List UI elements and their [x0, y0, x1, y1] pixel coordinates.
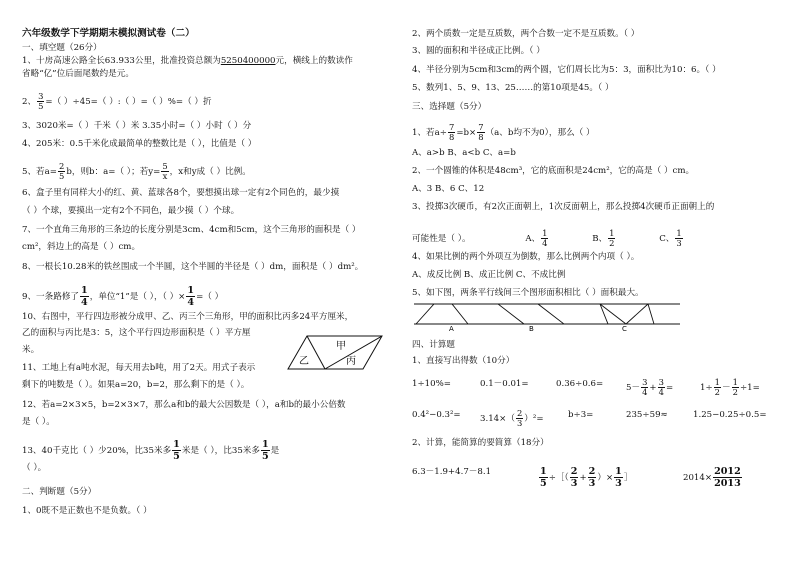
fraction: $\frac{1}{3}$ — [676, 228, 682, 248]
calc-row-2c: b÷3= — [568, 410, 594, 420]
judge-4: 4、半径分别为5cm和3cm的两个圆，它们周长比为5：3，面积比为10：6。（ ） — [412, 65, 721, 75]
choice-2: 2、一个圆锥的体积是48cm³，它的底面积是24cm²，它的高是（ ）cm。 — [412, 166, 695, 176]
calc-expr-1: 6.3－1.9+4.7－8.1 — [412, 467, 492, 477]
fraction: $\frac{2}{3}$ — [570, 466, 578, 489]
calc-row-1c: 0.36÷0.6= — [556, 379, 604, 389]
question-5: 5、若a= $\frac{2}{5}$ b，则b：a=（ ）；若y= $\frac{5}{x}$ ，x和y成（ ）比例。 — [22, 161, 251, 181]
question-8: 8、一根长10.28米的铁丝围成一个半圆，这个半圆的半径是（ ）dm，面积是（ ）dm²。 — [22, 262, 364, 272]
fraction: $\frac{1}{4}$ — [187, 285, 195, 308]
judge-3: 3、圆的面积和半径成正比例。（ ） — [412, 46, 545, 56]
fraction: $\frac{7}{8}$ — [448, 122, 455, 142]
fraction: $\frac{7}{8}$ — [478, 122, 484, 142]
judge-2: 2、两个质数一定是互质数，两个合数一定不是互质数。（ ） — [412, 29, 640, 39]
question-13: 13、40千克比（ ）少20%，比35米多 $\frac{1}{5}$ 米是（ ），比35米多 $\frac{1}{5}$ 是 — [22, 439, 280, 462]
calc-row-1a: 1÷10%= — [412, 379, 451, 389]
section-fill-in: 一、填空题（26分） — [22, 43, 102, 53]
choice-4-options: A、成反比例 B、成正比例 C、不成比例 — [412, 270, 566, 280]
underlined-number: 5250400000 — [220, 56, 276, 66]
choice-1-options: A、a>b B、a<b C、a=b — [412, 148, 516, 158]
choice-5: 5、如下图，两条平行线间三个图形面积相比（ ）面积最大。 — [412, 288, 644, 298]
figure-label-b: B — [529, 325, 534, 332]
label-bing: 丙 — [346, 356, 356, 367]
fraction: $\frac{1}{2}$ — [609, 228, 615, 248]
question-12: 12、若a=2×3×5，b=2×3×7，那么a和b的最大公因数是（ ），a和b的最小公倍数 — [22, 400, 346, 410]
question-10: 10、右图中，平行四边形被分成甲、乙、丙三个三角形，甲的面积比丙多24平方厘米， — [22, 312, 354, 322]
fraction: $\frac{2}{3}$ — [588, 466, 596, 489]
question-7: 7、一个直角三角形的三条边的长度分别是3cm、4cm和5cm，这个三角形的面积是（ ） — [22, 225, 361, 235]
question-10-line2: 乙的面积与丙比是3：5，这个平行四边形面积是（ ）平方厘 — [22, 328, 251, 338]
question-12-line2: 是（ ）。 — [22, 417, 55, 427]
question-11-line2: 剩下的吨数是（ ）。如果a=20，b=2，那么剩下的是（ ）。 — [22, 380, 250, 390]
fraction: $\frac{3}{5}$ — [38, 91, 44, 111]
fraction: $\frac{1}{5}$ — [173, 439, 180, 462]
question-3: 3、3020米=（ ）千米（ ）米 3.35小时=（ ）小时（ ）分 — [22, 121, 252, 131]
question-1: 1、十房高速公路全长63.933公里，批准投资总额为5250400000元，横线上的数读作 — [22, 56, 353, 66]
parallelogram-figure — [285, 333, 385, 373]
fraction: $\frac{5}{x}$ — [162, 161, 168, 181]
fraction: $\frac{3}{4}$ — [658, 377, 664, 397]
calc-row-2e: 1.25−0.25÷0.5= — [693, 410, 767, 420]
calc-2-header: 2、计算，能简算的要简算（18分） — [412, 438, 549, 448]
calc-expr-2: $\frac{1}{5}$ ÷［（ $\frac{2}{3}$ + $\frac{2}{3}$ ）× $\frac{1}{3}$ ］ — [540, 466, 633, 489]
label-yi: 乙 — [299, 356, 309, 367]
fraction: $\frac{1}{2}$ — [732, 377, 738, 397]
fraction: $\frac{1}{5}$ — [261, 439, 269, 462]
judge-5: 5、数列1、5、9、13、25……的第10项是45。（ ） — [412, 83, 614, 93]
fraction: $\frac{1}{5}$ — [540, 466, 547, 489]
fraction: $\frac{1}{4}$ — [81, 285, 88, 308]
fraction: $\frac{3}{4}$ — [642, 377, 648, 397]
calc-1-header: 1、直接写出得数（10分） — [412, 356, 515, 366]
question-1-line2: 省略“亿”位后面尾数约是元。 — [22, 69, 134, 79]
section-choice: 三、选择题（5分） — [412, 102, 487, 112]
choice-1: 1、若a÷ $\frac{7}{8}$ =b× $\frac{7}{8}$ （a、b均不为0），那么（ ） — [412, 122, 595, 142]
choice-2-options: A、3 B、6 C、12 — [412, 184, 485, 194]
fraction: $\frac{2012}{2013}$ — [714, 466, 741, 489]
question-7-line2: cm²，斜边上的高是（ ）cm。 — [22, 242, 141, 252]
calc-row-2a: 0.4²−0.3²= — [412, 410, 461, 420]
question-4: 4、205米：0.5千米化成最简单的整数比是（ ），比值是（ ） — [22, 139, 257, 149]
calc-row-2d: 235÷59≈ — [626, 410, 668, 420]
question-9: 9、一条路修了 $\frac{1}{4}$ ，单位“1”是（ ），（ ）× $\frac{1}{4}$ =（ ） — [22, 285, 224, 308]
question-2: 2、 $\frac{3}{5}$ =（ ）÷45=（ ）:（ ）=（ ）%=（ ）折 — [22, 91, 212, 111]
calc-row-2b: 3.14×（ $\frac{2}{3}$ ）²= — [480, 408, 544, 428]
paper-title: 六年级数学下学期期末模拟测试卷（二） — [22, 28, 195, 39]
figure-label-a: A — [449, 325, 454, 332]
fraction: $\frac{1}{2}$ — [714, 377, 721, 397]
question-6-line2: （ ）个球，要摸出一定有2个不同色，最少摸（ ）个球。 — [22, 206, 240, 216]
question-13-line2: （ ）。 — [22, 463, 47, 473]
calc-row-1b: 0.1－0.01= — [480, 379, 529, 389]
question-6: 6、盒子里有同样大小的红、黄、蓝球各8个，要想摸出球一定有2个同色的，最少摸 — [22, 188, 340, 198]
question-11: 11、工地上有a吨水泥，每天用去b吨，用了2天。用式子表示 — [22, 363, 256, 373]
question-10-line3: 米。 — [22, 345, 40, 355]
choice-3-line2: 可能性是（ ）。 A、 $\frac{1}{4}$ B、 $\frac{1}{2}$ C、 $\frac{1}{3}$ — [412, 228, 682, 248]
section-judge: 二、判断题（5分） — [22, 487, 97, 497]
calc-expr-3: 2014× $\frac{2012}{2013}$ — [683, 466, 741, 489]
choice-4: 4、如果比例的两个外项互为倒数，那么比例两个内项（ ）。 — [412, 252, 640, 262]
fraction: $\frac{2}{5}$ — [58, 161, 65, 181]
fraction: $\frac{1}{3}$ — [615, 466, 622, 489]
fraction: $\frac{2}{3}$ — [516, 408, 523, 428]
parallel-lines-figure — [412, 300, 684, 332]
label-jia: 甲 — [336, 341, 346, 352]
calc-row-1d: 5－ $\frac{3}{4}$ + $\frac{3}{4}$ = — [626, 377, 674, 397]
choice-3: 3、投掷3次硬币，有2次正面朝上，1次反面朝上，那么投掷4次硬币正面朝上的 — [412, 202, 715, 212]
fraction: $\frac{1}{4}$ — [542, 228, 548, 248]
figure-label-c: C — [622, 325, 627, 332]
calc-row-1e: 1÷ $\frac{1}{2}$ － $\frac{1}{2}$ ÷1= — [700, 377, 760, 397]
section-calc: 四、计算题 — [412, 340, 455, 350]
judge-1: 1、0既不是正数也不是负数。（ ） — [22, 506, 152, 516]
